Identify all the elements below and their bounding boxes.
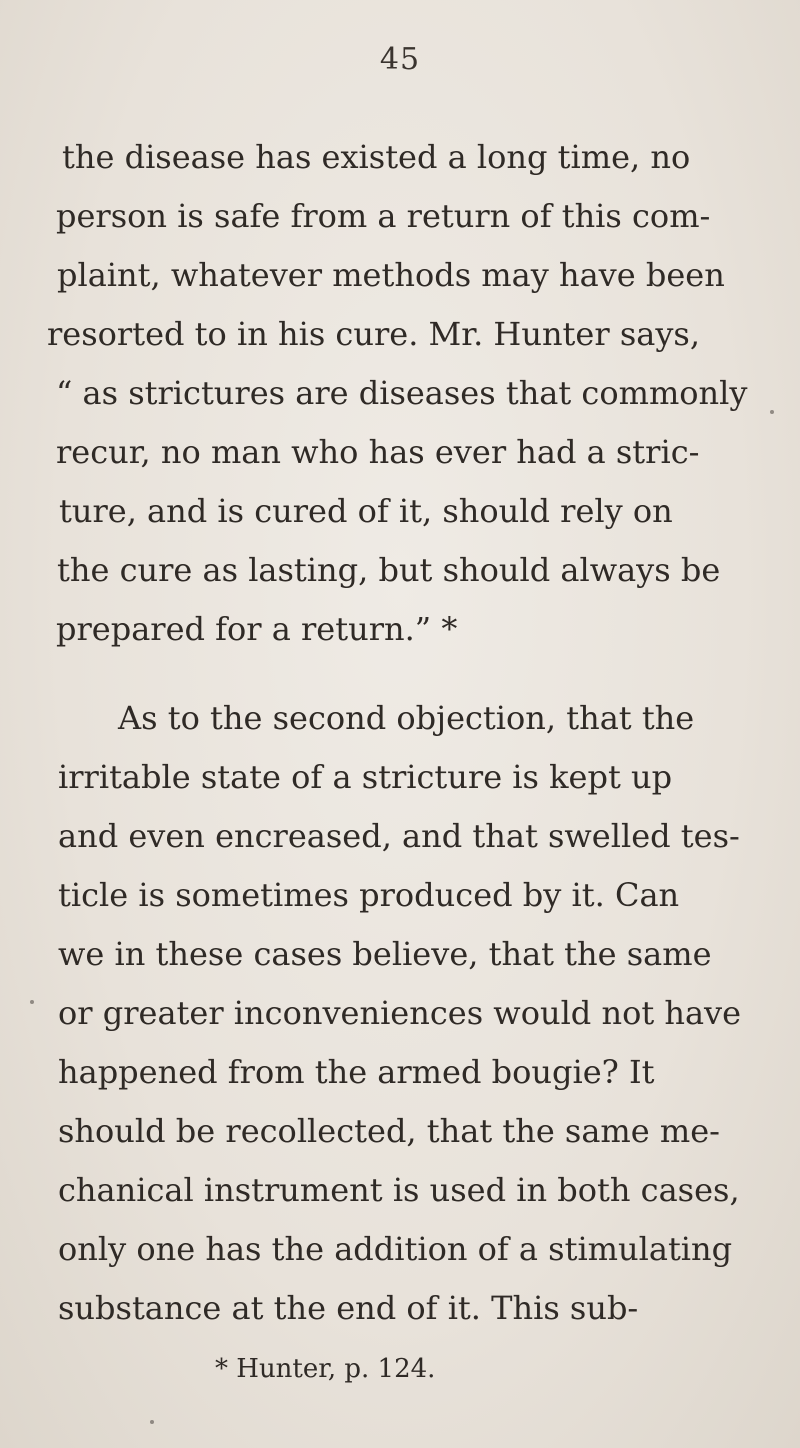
text-line: prepared for a return.” * [56, 610, 458, 648]
text-line: “ as strictures are diseases that commonly [56, 374, 748, 412]
text-line: As to the second objection, that the [118, 699, 695, 737]
text-line: we in these cases believe, that the same [58, 935, 712, 973]
text-line: ture, and is cured of it, should rely on [59, 492, 673, 530]
text-line: chanical instrument is used in both cases, [58, 1171, 740, 1209]
text-line: irritable state of a stricture is kept up [58, 758, 673, 796]
text-line: the cure as lasting, but should always be [57, 551, 721, 589]
ink-speck [30, 1000, 34, 1004]
text-line: only one has the addition of a stimulating [58, 1230, 733, 1268]
text-line: should be recollected, that the same me- [58, 1112, 720, 1150]
text-line: recur, no man who has ever had a stric- [56, 433, 700, 471]
text-line: resorted to in his cure. Mr. Hunter says, [47, 315, 700, 353]
footnote: * Hunter, p. 124. [215, 1354, 436, 1384]
text-line: substance at the end of it. This sub- [58, 1289, 639, 1327]
text-line: person is safe from a return of this com- [56, 197, 711, 235]
text-line: the disease has existed a long time, no [62, 138, 691, 176]
ink-speck [150, 1420, 154, 1424]
page-number: 45 [379, 42, 421, 77]
text-line: or greater inconveniences would not have [58, 994, 742, 1032]
text-line: and even encreased, and that swelled tes- [58, 817, 740, 855]
ink-speck [770, 410, 774, 414]
text-line: ticle is sometimes produced by it. Can [58, 876, 680, 914]
text-line: happened from the armed bougie? It [58, 1053, 655, 1091]
text-line: plaint, whatever methods may have been [57, 256, 725, 294]
